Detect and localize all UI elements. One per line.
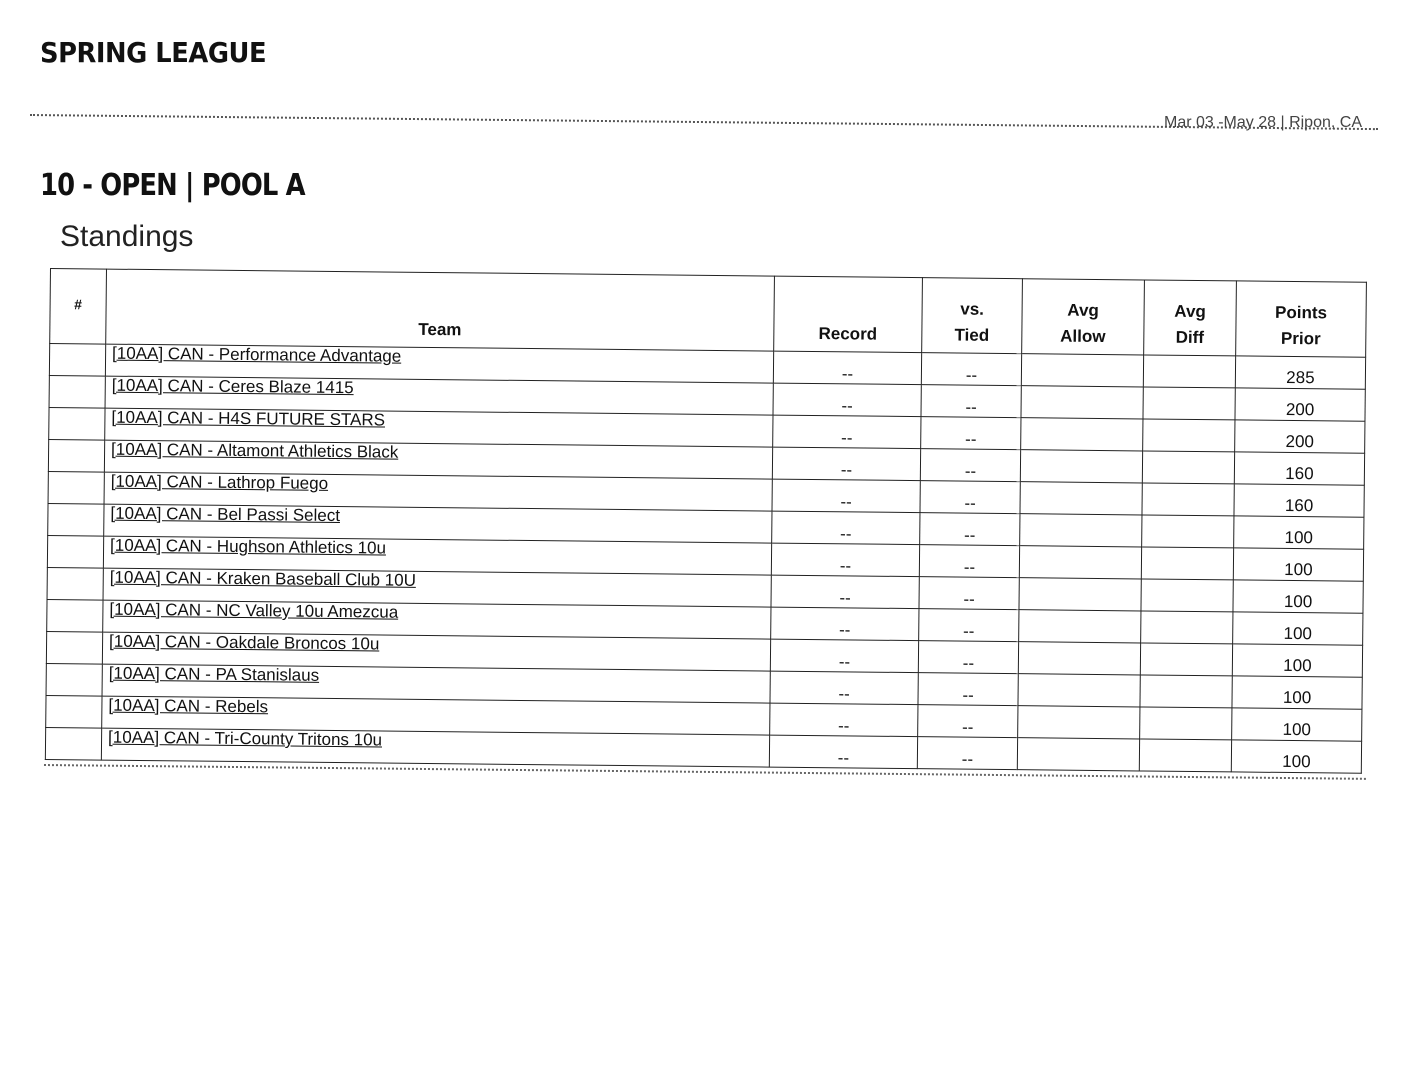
avg-diff-cell [1143,355,1235,388]
avg-diff-cell [1142,483,1234,516]
vs-tied-cell: -- [921,385,1021,418]
team-link[interactable]: [10AA] CAN - Lathrop Fuego [110,471,329,493]
points-prior-cell: 285 [1235,356,1365,389]
rank-cell [49,407,105,440]
avg-diff-cell [1143,387,1235,420]
avg-diff-cell [1140,707,1232,740]
points-prior-cell: 200 [1235,420,1365,453]
vs-tied-cell: -- [920,481,1020,514]
record-cell: -- [773,351,921,385]
team-link[interactable]: [10AA] CAN - Ceres Blaze 1415 [111,375,354,398]
team-link[interactable]: [10AA] CAN - Oakdale Broncos 10u [108,631,380,654]
avg-allow-cell [1019,546,1141,579]
record-cell: -- [769,735,917,769]
standings-table [45,268,1367,774]
vs-tied-cell: -- [920,449,1020,482]
points-prior-cell: 160 [1234,484,1364,517]
team-link[interactable]: [10AA] CAN - Performance Advantage [112,343,402,366]
avg-allow-cell [1021,354,1143,387]
avg-allow-cell [1017,738,1139,771]
league-title: SPRING LEAGUE [40,36,267,69]
team-link[interactable]: [10AA] CAN - Rebels [108,695,269,717]
header-points-prior [1236,281,1367,357]
avg-diff-cell [1143,419,1235,452]
vs-tied-cell: -- [921,353,1021,386]
record-cell: -- [773,415,921,449]
avg-allow-cell [1018,706,1140,739]
vs-tied-cell: -- [919,545,1019,578]
avg-diff-cell [1140,675,1232,708]
header-avg-allow-line1: Avg [1067,300,1099,320]
record-cell: -- [770,671,918,705]
table-header-row [50,269,1367,358]
points-prior-cell: 100 [1234,516,1364,549]
header-team: Team [106,269,775,351]
rank-cell [48,471,104,504]
avg-diff-cell [1141,579,1233,612]
avg-allow-cell [1018,642,1140,675]
team-link[interactable]: [10AA] CAN - PA Stanislaus [108,663,320,685]
points-prior-cell: 100 [1232,644,1362,677]
header-avg-diff [1144,280,1237,356]
team-link[interactable]: [10AA] CAN - Bel Passi Select [110,503,341,526]
record-cell: -- [773,383,921,417]
header-vs-tied-line1: vs. [960,299,985,319]
header-vs-tied [922,278,1023,354]
avg-allow-cell [1018,674,1140,707]
record-cell: -- [772,511,920,545]
avg-diff-cell [1141,547,1233,580]
standings-table-body [45,344,1365,774]
header-points-prior-line1: Points [1275,302,1328,323]
team-link[interactable]: [10AA] CAN - NC Valley 10u Amezcua [109,599,399,622]
header-avg-allow-line2: Allow [1060,326,1106,347]
avg-diff-cell [1142,515,1234,548]
rank-cell [47,535,103,568]
points-prior-cell: 160 [1234,452,1364,485]
event-date-location: Mar 03 -May 28 | Ripon, CA [1163,114,1362,131]
rank-cell [49,375,105,408]
points-prior-cell: 100 [1233,612,1363,645]
header-avg-diff-line2: Diff [1175,327,1205,348]
avg-allow-cell [1019,578,1141,611]
points-prior-cell: 100 [1233,580,1363,613]
standings-table-container [45,268,1366,774]
avg-allow-cell [1021,418,1143,451]
record-cell: -- [770,703,918,737]
rank-cell [45,727,101,760]
header-avg-diff-line1: Avg [1174,301,1206,322]
vs-tied-cell: -- [918,673,1018,706]
vs-tied-cell: -- [919,609,1019,642]
avg-diff-cell [1141,611,1233,644]
avg-diff-cell [1140,643,1232,676]
record-cell: -- [771,543,919,577]
points-prior-cell: 100 [1232,676,1362,709]
header-points-prior-line2: Prior [1280,328,1321,349]
record-cell: -- [771,607,919,641]
vs-tied-cell: -- [918,705,1018,738]
team-link[interactable]: [10AA] CAN - Altamont Athletics Black [111,439,399,462]
team-link[interactable]: [10AA] CAN - Kraken Baseball Club 10U [109,567,417,590]
points-prior-cell: 100 [1233,548,1363,581]
header-rank: # [50,269,107,345]
rank-cell [46,695,102,728]
vs-tied-cell: -- [919,577,1019,610]
team-cell [101,728,769,767]
rank-cell [49,344,105,377]
rank-cell [48,503,104,536]
vs-tied-cell: -- [917,737,1017,770]
rank-cell [46,663,102,696]
vs-tied-cell: -- [920,513,1020,546]
vs-tied-cell: -- [918,641,1018,674]
points-prior-cell: 200 [1235,388,1365,421]
avg-diff-cell [1142,451,1234,484]
vs-tied-cell: -- [921,417,1021,450]
avg-allow-cell [1020,514,1142,547]
team-link[interactable]: [10AA] CAN - H4S FUTURE STARS [111,407,386,430]
header-vs-tied-line2: Tied [954,325,990,345]
section-title: Standings [60,220,194,253]
rank-cell [47,599,103,632]
points-prior-cell: 100 [1231,740,1361,773]
rank-cell [46,631,102,664]
avg-allow-cell [1020,450,1142,483]
record-cell: -- [771,575,919,609]
team-link[interactable]: [10AA] CAN - Hughson Athletics 10u [110,535,387,558]
points-prior-cell: 100 [1232,708,1362,741]
avg-allow-cell [1021,386,1143,419]
avg-allow-cell [1019,610,1141,643]
rank-cell [48,439,104,472]
header-avg-allow [1022,279,1145,355]
team-link[interactable]: [10AA] CAN - Tri-County Tritons 10u [107,727,383,750]
division-title: 10 - OPEN | POOL A [40,168,305,203]
rank-cell [47,567,103,600]
header-record: Record [774,276,923,353]
record-cell: -- [772,479,920,513]
record-cell: -- [772,447,920,481]
record-cell: -- [770,639,918,673]
avg-diff-cell [1139,739,1231,772]
avg-allow-cell [1020,482,1142,515]
